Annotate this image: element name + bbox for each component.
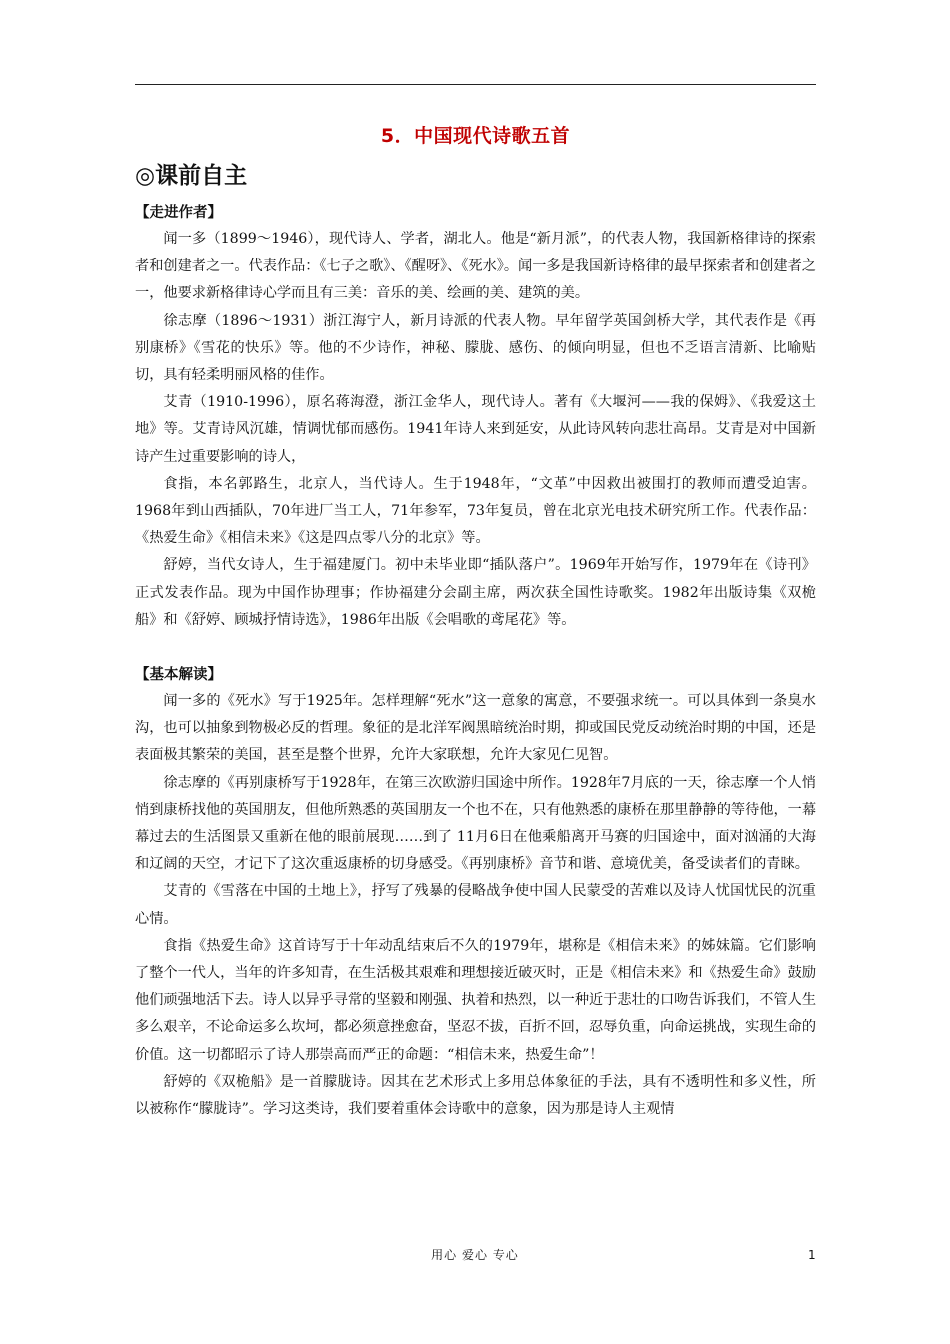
author-paragraph-shu-ting: 舒婷，当代女诗人，生于福建厦门。初中未毕业即“插队落户”。1969年开始写作，1979年在《诗刊》正式发表作品。现为中国作协理事；作协福建分会副主席，两次获全国性诗歌奖。1982年出版诗集《双桅船》和《舒婷、顾城抒情诗选》，1986年出版《会唱歌的鸢尾花》等。 bbox=[135, 557, 816, 628]
section-heading: ◎课前自主 bbox=[135, 163, 248, 189]
author-paragraph-wen-yiduo: 闻一多（1899～1946），现代诗人、学者，湖北人。他是“新月派”，的代表人物，我国新格律诗的探索者和创建者之一。代表作品：《七子之歌》、《醒呀》、《死水》。闻一多是我国新诗格律的最早探索者和创建者之一，他要求新格律诗心学而且有三美：音乐的美、绘画的美、建筑的美。 bbox=[135, 231, 816, 302]
reading-paragraph-dead-water: 闻一多的《死水》写于1925年。怎样理解“死水”这一意象的寓意，不要强求统一。可以具体到一条臭水沟，也可以抽象到物极必反的哲理。象征的是北洋军阀黑暗统治时期，抑或国民党反动统治时期的中国，还是表面极其繁荣的美国，甚至是整个世界，允许大家联想，允许大家见仁见智。 bbox=[135, 693, 817, 764]
authors-heading: 【走进作者】 bbox=[135, 205, 222, 221]
reading-paragraph-love-life: 食指《热爱生命》这首诗写于十年动乱结束后不久的1979年，堪称是《相信未来》的姊妹篇。它们影响了整个一代人，当年的许多知青，在生活极其艰难和理想接近破灭时，正是《相信未来》和《热爱生命》鼓励他们顽强地活下去。诗人以异乎寻常的坚毅和刚强、执着和热烈，以一种近于悲壮的口吻告诉我们，不管人生多么艰辛，不论命运多么坎坷，都必须意挫愈奋，坚忍不拔，百折不回，忍辱负重，向命运挑战，实现生命的价值。这一切都昭示了诗人那崇高而严正的命题：“相信未来，热爱生命”！ bbox=[135, 937, 817, 1063]
document-title: 5．中国现代诗歌五首 bbox=[380, 125, 571, 147]
reading-paragraph-snow-china: 艾青的《雪落在中国的土地上》，抒写了残暴的侵略战争使中国人民蒙受的苦难以及诗人忧国忧民的沉重心情。 bbox=[135, 883, 816, 927]
page-number: 1 bbox=[808, 1248, 816, 1262]
reading-paragraph-double-mast-boat: 舒婷的《双桅船》是一首朦胧诗。因其在艺术形式上多用总体象征的手法，具有不透明性和多义性，所以被称作“朦胧诗”。学习这类诗，我们要着重体会诗歌中的意象，因为那是诗人主观情 bbox=[135, 1073, 816, 1118]
section-spacer bbox=[135, 634, 816, 662]
reading-paragraph-farewell-cambridge: 徐志摩的《再别康桥写于1928年，在第三次欧游归国途中所作。1928年7月底的一天，徐志摩一个人悄悄到康桥找他的英国朋友，但他所熟悉的英国朋友一个也不在，只有他熟悉的康桥在那里静静的等待他，一幕幕过去的生活图景又重新在他的眼前展现……到了 11月6日在他乘船离开马赛的归国途中，面对汹涌的大海和辽阔的天空，才记下了这次重返康桥的切身感受。《再别康桥》音节和谐、意境优美，备受读者们的青睐。 bbox=[135, 774, 817, 873]
footer-motto: 用心 爱心 专心 bbox=[431, 1248, 519, 1262]
author-paragraph-shi-zhi: 食指，本名郭路生，北京人，当代诗人。生于1948年，“文革”中因救出被围打的教师而遭受迫害。1968年到山西插队，70年进厂当工人，71年参军，73年复员，曾在北京光电技术研究所工作。代表作品：《热爱生命》《相信未来》《这是四点零八分的北京》等。 bbox=[135, 475, 816, 547]
author-paragraph-ai-qing: 艾青（1910-1996），原名蒋海澄，浙江金华人，现代诗人。著有《大堰河——我的保姆》、《我爱这土地》等。艾青诗风沉雄，情调忧郁而感伤。1941年诗人来到延安，从此诗风转向悲壮高昂。艾青是对中国新诗产生过重要影响的诗人， bbox=[135, 394, 816, 465]
page-footer bbox=[0, 1243, 950, 1267]
document-body bbox=[135, 118, 816, 1123]
author-paragraph-xu-zhimo: 徐志摩（1896～1931）浙江海宁人，新月诗派的代表人物。早年留学英国剑桥大学，其代表作是《再别康桥》《雪花的快乐》等。他的不少诗作，神秘、朦胧、感伤、的倾向明显，但也不乏语言清新、比喻贴切，具有轻柔明丽风格的佳作。 bbox=[135, 312, 816, 384]
reading-heading: 【基本解读】 bbox=[135, 667, 222, 684]
header-rule bbox=[135, 84, 816, 85]
